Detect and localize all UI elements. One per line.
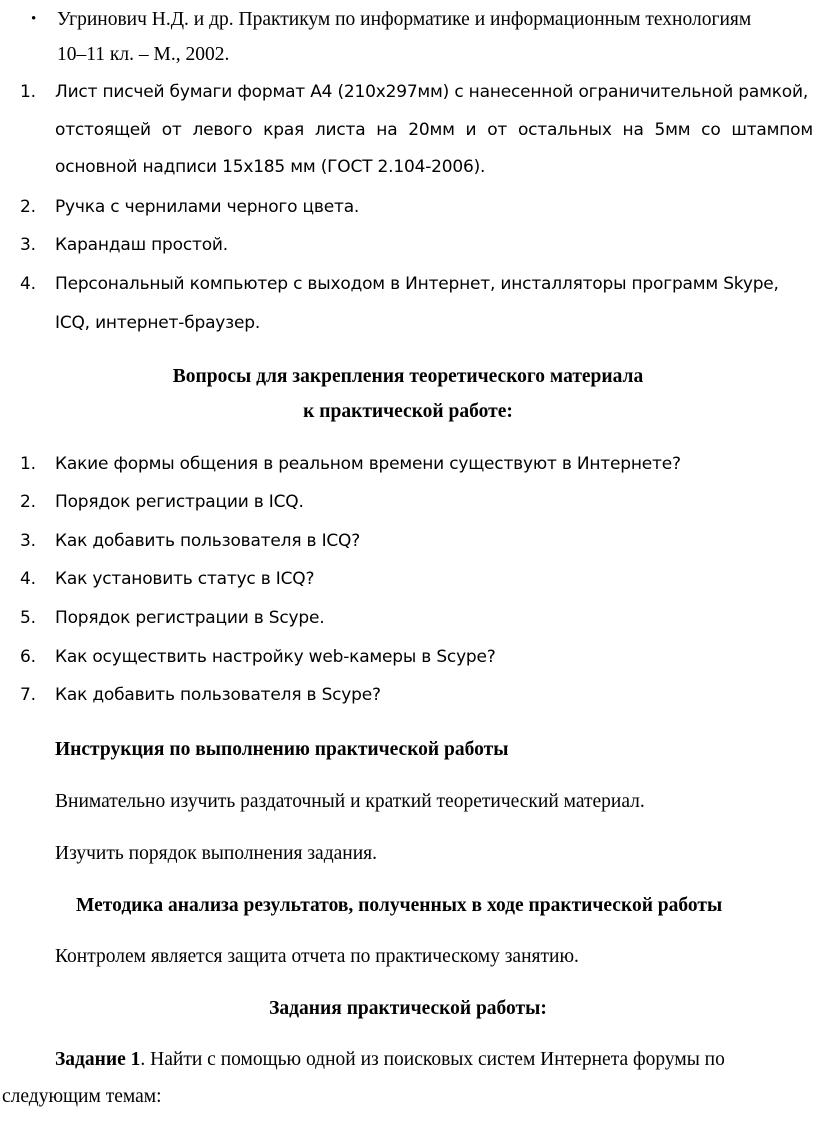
material-number: 1. (20, 82, 36, 102)
analysis-paragraph: Контролем является защита отчета по практическому занятию. (55, 946, 579, 967)
question-text: Как установить статус в ICQ? (55, 569, 315, 589)
questions-heading-line-1: Вопросы для закрепления теоретического материала (172, 366, 644, 387)
material-text-line: Карандаш простой. (55, 235, 228, 255)
question-number: 1. (20, 454, 36, 474)
instructions-heading: Инструкция по выполнению практической работы (55, 739, 509, 760)
material-text-line: ICQ, интернет-браузер. (55, 313, 261, 333)
reference-line-1: Угринович Н.Д. и др. Практикум по информатике и информационным технологиям (57, 9, 752, 30)
material-text-line: Персональный компьютер с выходом в Интернет, инсталляторы программ Skype, (55, 274, 779, 294)
question-text: Порядок регистрации в ICQ. (55, 492, 304, 512)
material-text-line: основной надписи 15х185 мм (ГОСТ 2.104-2006). (55, 157, 486, 177)
material-text-line: отстоящей от левого края листа на 20мм и от остальных на 5мм со штампом (55, 120, 813, 140)
task-1-line-1 (55, 1048, 725, 1071)
material-number: 3. (20, 235, 36, 255)
analysis-heading: Методика анализа результатов, полученных в ходе практической работы (76, 895, 723, 916)
material-number: 4. (20, 274, 36, 294)
reference-line-2: 10–11 кл. – М., 2002. (57, 44, 230, 65)
question-number: 3. (20, 531, 36, 551)
bullet-marker: • (31, 11, 37, 27)
question-number: 6. (20, 647, 36, 667)
material-number: 2. (20, 197, 36, 217)
question-text: Как добавить пользователя в Scype? (55, 685, 381, 705)
instructions-paragraph: Изучить порядок выполнения задания. (55, 843, 378, 864)
questions-heading-line-2: к практической работе: (303, 401, 513, 422)
question-number: 2. (20, 492, 36, 512)
question-text: Как добавить пользователя в ICQ? (55, 531, 361, 551)
question-text: Порядок регистрации в Scype. (55, 608, 325, 628)
instructions-paragraph: Внимательно изучить раздаточный и краткий теоретический материал. (55, 791, 645, 812)
task-1-label: Задание 1 (55, 1049, 141, 1070)
question-number: 5. (20, 608, 36, 628)
question-number: 4. (20, 569, 36, 589)
question-text: Какие формы общения в реальном времени существуют в Интернете? (55, 454, 681, 474)
tasks-heading: Задания практической работы: (269, 998, 547, 1019)
question-number: 7. (20, 685, 36, 705)
task-1-line-2: следующим темам: (2, 1086, 162, 1107)
question-text: Как осуществить настройку web-камеры в Scype? (55, 647, 496, 667)
task-1-text: . Найти с помощью одной из поисковых систем Интернета форумы по (140, 1049, 725, 1070)
material-text-line: Ручка с чернилами черного цвета. (55, 197, 360, 217)
material-text-line: Лист писчей бумаги формат А4 (210x297мм) с нанесенной ограничительной рамкой, (55, 82, 809, 102)
